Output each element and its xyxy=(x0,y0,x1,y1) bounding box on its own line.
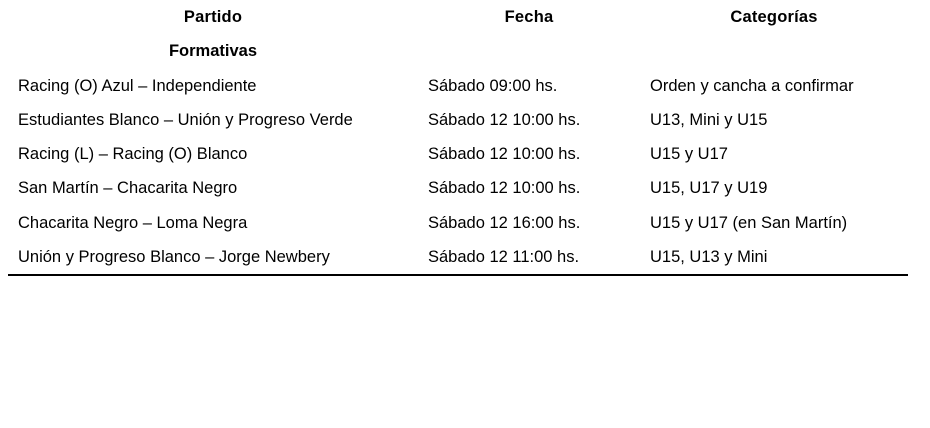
section-label: Formativas xyxy=(168,42,258,61)
cell-fecha: Sábado 12 11:00 hs. xyxy=(418,240,640,275)
cell-partido: Racing (O) Azul – Independiente xyxy=(18,76,257,95)
table-header xyxy=(8,0,908,34)
cell-categorias: U15 y U17 xyxy=(650,145,728,164)
table-row xyxy=(8,103,908,137)
cell-partido: San Martín – Chacarita Negro xyxy=(18,179,238,198)
column-header-partido: Partido xyxy=(183,8,243,26)
cell-categorias: U15, U13 y Mini xyxy=(640,240,908,275)
header-row xyxy=(8,0,908,34)
cell-partido: Unión y Progreso Blanco – Jorge Newbery xyxy=(8,240,418,275)
cell-fecha: Sábado 12 10:00 hs. xyxy=(428,110,581,129)
cell-categorias: U15 y U17 (en San Martín) xyxy=(650,213,848,232)
section-spacer-categorias xyxy=(640,34,908,68)
cell-fecha: Sábado 12 16:00 hs. xyxy=(428,213,581,232)
section-row xyxy=(8,34,908,68)
table-row xyxy=(8,137,908,171)
section-spacer-fecha xyxy=(418,34,640,68)
cell-partido: Racing (L) – Racing (O) Blanco xyxy=(18,145,248,164)
table-body xyxy=(8,34,908,275)
table-row xyxy=(8,206,908,240)
cell-fecha: Sábado 12 10:00 hs. xyxy=(428,179,581,198)
column-header-categorias: Categorías xyxy=(730,8,818,26)
cell-partido: Chacarita Negro – Loma Negra xyxy=(18,213,248,232)
column-header-fecha: Fecha xyxy=(504,8,554,26)
cell-categorias: U13, Mini y U15 xyxy=(650,110,768,129)
table-row xyxy=(8,240,908,275)
table-row xyxy=(8,69,908,103)
cell-categorias: Orden y cancha a confirmar xyxy=(650,76,854,95)
cell-fecha: Sábado 12 10:00 hs. xyxy=(428,145,581,164)
table-row xyxy=(8,171,908,205)
cell-fecha: Sábado 09:00 hs. xyxy=(428,76,558,95)
cell-categorias: U15, U17 y U19 xyxy=(650,179,768,198)
cell-partido: Estudiantes Blanco – Unión y Progreso Verde xyxy=(18,110,353,129)
fixtures-table xyxy=(8,0,908,276)
